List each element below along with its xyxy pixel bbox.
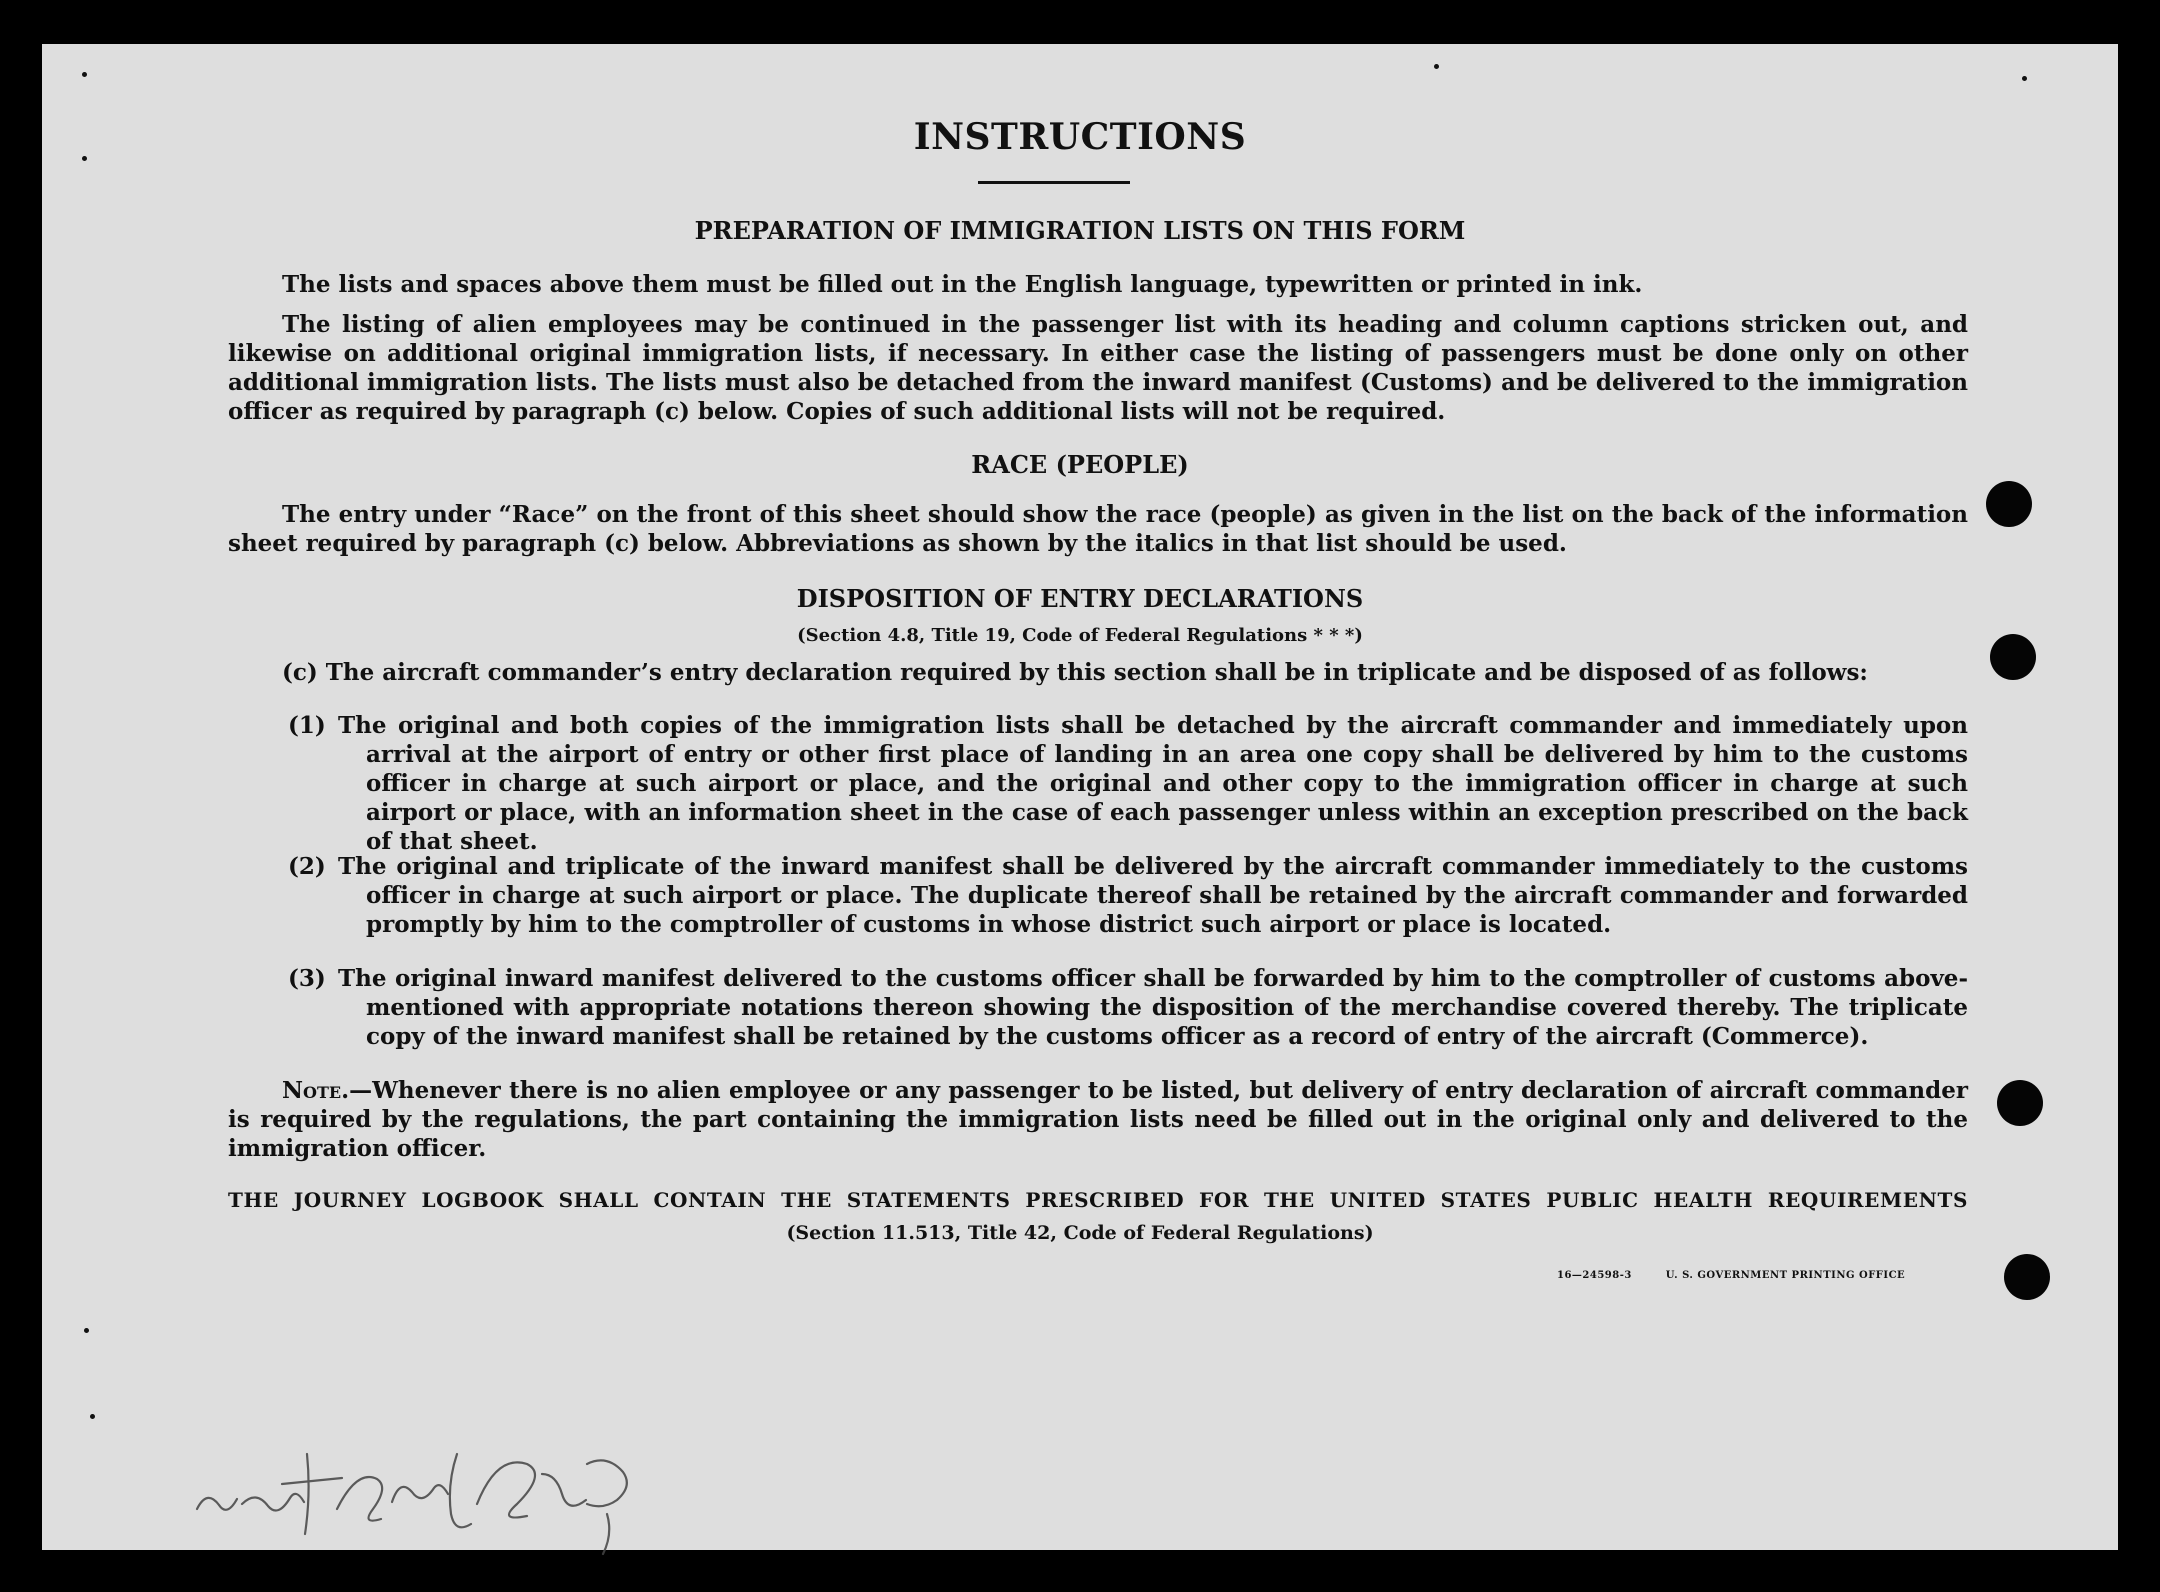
- punch-hole: [2004, 1254, 2050, 1300]
- preparation-heading: PREPARATION OF IMMIGRATION LISTS ON THIS FORM: [694, 216, 1466, 245]
- punch-hole: [1986, 481, 2032, 527]
- disposition-item-3: [288, 964, 1968, 1051]
- item-number: (1): [288, 712, 326, 739]
- scan-speck: [84, 1328, 89, 1333]
- printer-name: U. S. GOVERNMENT PRINTING OFFICE: [1665, 1270, 1906, 1281]
- page-title: INSTRUCTIONS: [913, 116, 1247, 158]
- item-text: The original and triplicate of the inward manifest shall be delivered by the aircraft commander immediately to the customs officer in charge at such airport or place. The duplicate thereof shall be retained by the aircraft commander and forwarded promptly by him to the comptroller of customs in whose district such airport or place is located.: [338, 853, 1968, 938]
- disposition-item-2: [288, 852, 1968, 939]
- race-paragraph-text: The entry under “Race” on the front of this sheet should show the race (people) as given in the list on the back of the information sheet required by paragraph (c) below. Abbreviations as shown by the italics in that list should be used.: [228, 501, 1968, 557]
- item-text: The original and both copies of the immigration lists shall be detached by the aircraft commander and immediately upon arrival at the airport of entry or other first place of landing in an area one copy shall be delivered by him to the customs officer in charge at such airport or place, and the original and other copy to the immigration officer in charge at such airport or place, with an information sheet in the case of each passenger unless within an exception prescribed on the back of that sheet.: [338, 712, 1968, 855]
- race-paragraph: [228, 500, 1968, 558]
- health-citation: (Section 11.513, Title 42, Code of Federal Regulations): [786, 1222, 1374, 1244]
- disposition-intro: [282, 658, 1972, 687]
- disposition-heading: DISPOSITION OF ENTRY DECLARATIONS: [796, 584, 1364, 613]
- disposition-citation: (Section 4.8, Title 19, Code of Federal Regulations * * *): [797, 625, 1363, 646]
- note-paragraph: [228, 1076, 1968, 1163]
- scan-speck: [82, 72, 87, 77]
- race-heading: RACE (PEOPLE): [971, 450, 1189, 479]
- punch-hole: [1997, 1080, 2043, 1126]
- scan-speck: [90, 1414, 95, 1419]
- item-text: The original inward manifest delivered to the customs officer shall be forwarded by him to the comptroller of customs above-mentioned with appropriate notations thereon showing the disposition of the merchandise covered thereby. The triplicate copy of the inward manifest shall be retained by the customs officer as a record of entry of the aircraft (Commerce).: [338, 965, 1968, 1050]
- preparation-paragraph-1: [228, 270, 1968, 299]
- note-label: Note.: [282, 1077, 350, 1104]
- form-number: 16—24598-3: [1557, 1270, 1632, 1281]
- punch-hole: [1990, 634, 2036, 680]
- instruction-sheet: [42, 44, 2118, 1550]
- preparation-paragraph-1-text: The lists and spaces above them must be filled out in the English language, typewritten or printed in ink.: [282, 271, 1643, 298]
- item-number: (2): [288, 853, 326, 880]
- disposition-intro-text: (c) The aircraft commander’s entry declaration required by this section shall be in triplicate and be disposed of as follows:: [282, 659, 1868, 686]
- scan-speck: [1434, 64, 1439, 69]
- scan-speck: [2022, 76, 2027, 81]
- handwritten-signature: [187, 1414, 697, 1564]
- printer-imprint: [1557, 1270, 1905, 1281]
- preparation-paragraph-2: [228, 310, 1968, 426]
- item-number: (3): [288, 965, 326, 992]
- title-underline: [978, 181, 1130, 184]
- disposition-item-1: [288, 711, 1968, 856]
- health-statement: THE JOURNEY LOGBOOK SHALL CONTAIN THE STATEMENTS PRESCRIBED FOR THE UNITED STATES PUBLIC HEALTH REQUIREMENTS: [228, 1188, 1968, 1212]
- preparation-paragraph-2-text: The listing of alien employees may be continued in the passenger list with its heading and column captions stricken out, and likewise on additional original immigration lists, if necessary. In either case the listing of passengers must be done only on other additional immigration lists. The lists must also be detached from the inward manifest (Customs) and be delivered to the immigration officer as required by paragraph (c) below. Copies of such additional lists will not be required.: [228, 311, 1968, 425]
- note-text: —Whenever there is no alien employee or any passenger to be listed, but delivery of entry declaration of aircraft commander is required by the regulations, the part containing the immigration lists need be filled out in the original only and delivered to the immigration officer.: [228, 1077, 1968, 1162]
- scan-speck: [82, 156, 87, 161]
